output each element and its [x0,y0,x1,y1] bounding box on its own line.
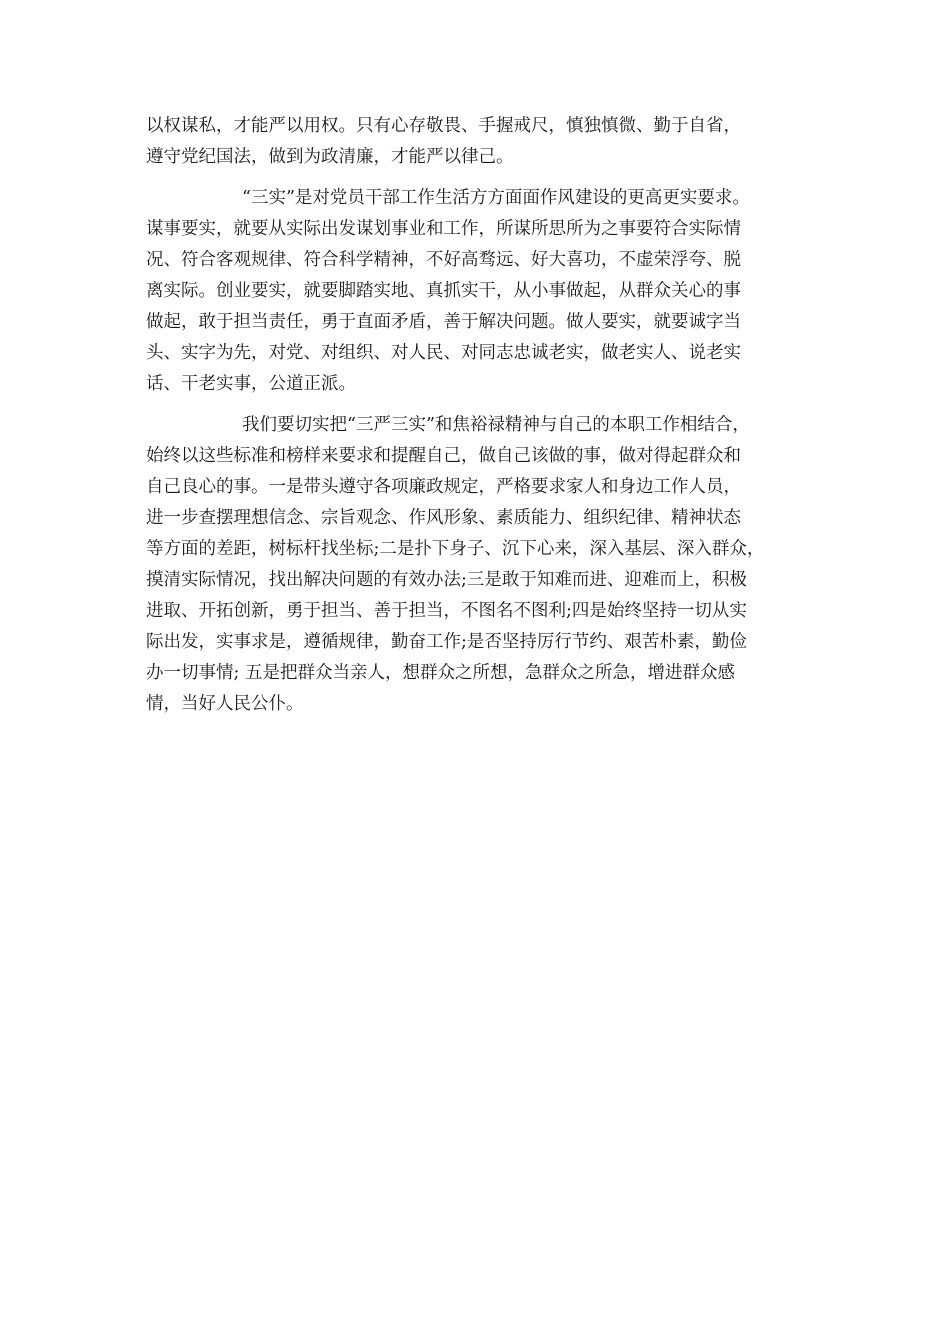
text-line: 做起，敢于担当责任，勇于直面矛盾，善于解决问题。做人要实，就要诚字当 [146,312,741,332]
text-line: 等方面的差距，树标杆找坐标;二是扑下身子、沉下心来，深入基层、深入群众， [146,539,765,559]
text-line: 头、实字为先，对党、对组织、对人民、对同志忠诚老实，做老实人、说老实 [146,343,741,363]
text-line: 进取、开拓创新，勇于担当、善于担当，不图名不图利;四是始终坚持一切从实 [146,601,747,621]
text-line: 话、干老实事，公道正派。 [146,374,356,394]
text-line: 办一切事情; 五是把群众当亲人，想群众之所想，急群众之所急，增进群众感 [146,663,735,683]
paragraph-3 [146,410,826,720]
text-line: “三实”是对党员干部工作生活方方面面作风建设的更高更实要求。 [242,188,750,208]
document-body [146,111,826,720]
text-line: 始终以这些标准和榜样来要求和提醒自己，做自己该做的事，做对得起群众和 [146,446,741,466]
text-line: 离实际。创业要实，就要脚踏实地、真抓实干，从小事做起，从群众关心的事 [146,281,741,301]
text-line: 进一步查摆理想信念、宗旨观念、作风形象、素质能力、组织纪律、精神状态 [146,508,741,528]
text-line: 我们要切实把“三严三实”和焦裕禄精神与自己的本职工作相结合， [242,415,750,435]
paragraph-2 [146,183,826,400]
text-line: 摸清实际情况，找出解决问题的有效办法;三是敢于知难而进、迎难而上，积极 [146,570,747,590]
paragraph-1 [146,111,826,173]
text-line: 情，当好人民公仆。 [146,694,304,714]
text-line: 谋事要实，就要从实际出发谋划事业和工作，所谋所思所为之事要符合实际情 [146,219,741,239]
text-line: 况、符合客观规律、符合科学精神，不好高骛远、好大喜功，不虚荣浮夸、脱 [146,250,741,270]
text-line: 以权谋私，才能严以用权。只有心存敬畏、手握戒尺，慎独慎微、勤于自省， [146,116,741,136]
text-line: 际出发，实事求是，遵循规律，勤奋工作;是否坚持厉行节约、艰苦朴素，勤俭 [146,632,747,652]
text-line: 自己良心的事。一是带头遵守各项廉政规定，严格要求家人和身边工作人员， [146,477,741,497]
text-line: 遵守党纪国法，做到为政清廉，才能严以律己。 [146,147,514,167]
